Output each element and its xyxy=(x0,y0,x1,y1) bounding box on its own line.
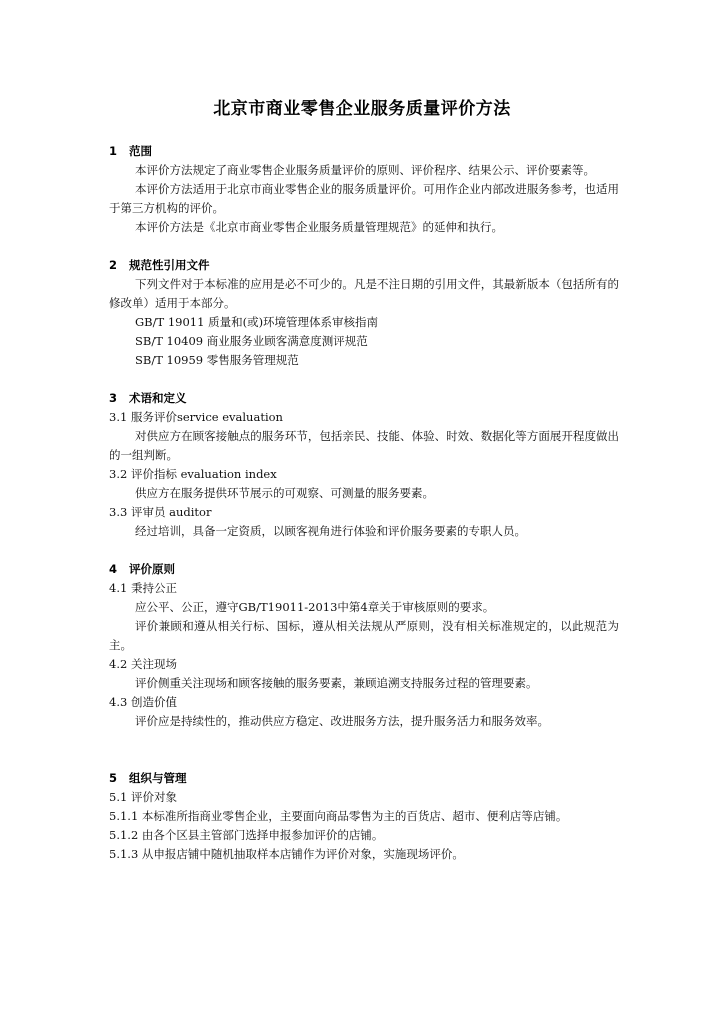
clause-5-1-1: 5.1.1 本标准所指商业零售企业，主要面向商品零售为主的百货店、超市、便利店等店铺。 xyxy=(109,809,568,823)
section-4-heading: 4 评价原则 xyxy=(109,562,175,576)
section-1-paragraph: 本评价方法适用于北京市商业零售企业的服务质量评价。可用作企业内部改进服务参考，也适用于第三方机构的评价。 xyxy=(109,182,619,215)
reference-item: SB/T 10409 商业服务业顾客满意度测评规范 xyxy=(135,334,368,348)
subsection-4-1: 4.1 秉持公正 xyxy=(109,581,177,595)
term-3-3-definition: 经过培训，具备一定资质，以顾客视角进行体验和评价服务要素的专职人员。 xyxy=(135,524,526,538)
subsection-4-2: 4.2 关注现场 xyxy=(109,657,177,671)
subsection-4-2-paragraph: 评价侧重关注现场和顾客接触的服务要素，兼顾追溯支持服务过程的管理要素。 xyxy=(135,676,538,690)
subsection-4-3: 4.3 创造价值 xyxy=(109,695,177,709)
section-1-heading: 1 范围 xyxy=(109,144,152,158)
subsection-4-1-paragraph: 评价兼顾和遵从相关行标、国标，遵从相关法规从严原则，没有相关标准规定的，以此规范为主。 xyxy=(109,619,619,652)
document-title: 北京市商业零售企业服务质量评价方法 xyxy=(213,99,511,119)
term-3-2-definition: 供应方在服务提供环节展示的可观察、可测量的服务要素。 xyxy=(135,486,434,500)
section-5-heading: 5 组织与管理 xyxy=(109,771,187,785)
subsection-4-3-paragraph: 评价应是持续性的，推动供应方稳定、改进服务方法，提升服务活力和服务效率。 xyxy=(135,714,549,728)
document-body xyxy=(109,142,619,864)
term-3-1-definition: 对供应方在顾客接触点的服务环节，包括亲民、技能、体验、时效、数据化等方面展开程度做出的一组判断。 xyxy=(109,429,619,462)
subsection-5-1: 5.1 评价对象 xyxy=(109,790,177,804)
section-1-paragraph: 本评价方法规定了商业零售企业服务质量评价的原则、评价程序、结果公示、评价要素等。 xyxy=(135,163,595,177)
section-3-heading: 3 术语和定义 xyxy=(109,391,187,405)
section-2-paragraph: 下列文件对于本标准的应用是必不可少的。凡是不注日期的引用文件，其最新版本（包括所有的修改单）适用于本部分。 xyxy=(109,277,619,310)
section-2-heading: 2 规范性引用文件 xyxy=(109,258,210,272)
subsection-4-1-paragraph: 应公平、公正，遵守GB/T19011-2013中第4章关于审核原则的要求。 xyxy=(135,600,495,614)
clause-5-1-2: 5.1.2 由各个区县主管部门选择申报参加评价的店铺。 xyxy=(109,828,384,842)
term-3-3: 3.3 评审员 auditor xyxy=(109,505,212,519)
reference-item: SB/T 10959 零售服务管理规范 xyxy=(135,353,299,367)
reference-item: GB/T 19011 质量和(或)环境管理体系审核指南 xyxy=(135,315,379,329)
section-1-paragraph: 本评价方法是《北京市商业零售企业服务质量管理规范》的延伸和执行。 xyxy=(135,220,503,234)
clause-5-1-3: 5.1.3 从申报店铺中随机抽取样本店铺作为评价对象，实施现场评价。 xyxy=(109,847,464,861)
term-3-1: 3.1 服务评价service evaluation xyxy=(109,410,283,424)
term-3-2: 3.2 评价指标 evaluation index xyxy=(109,467,277,481)
